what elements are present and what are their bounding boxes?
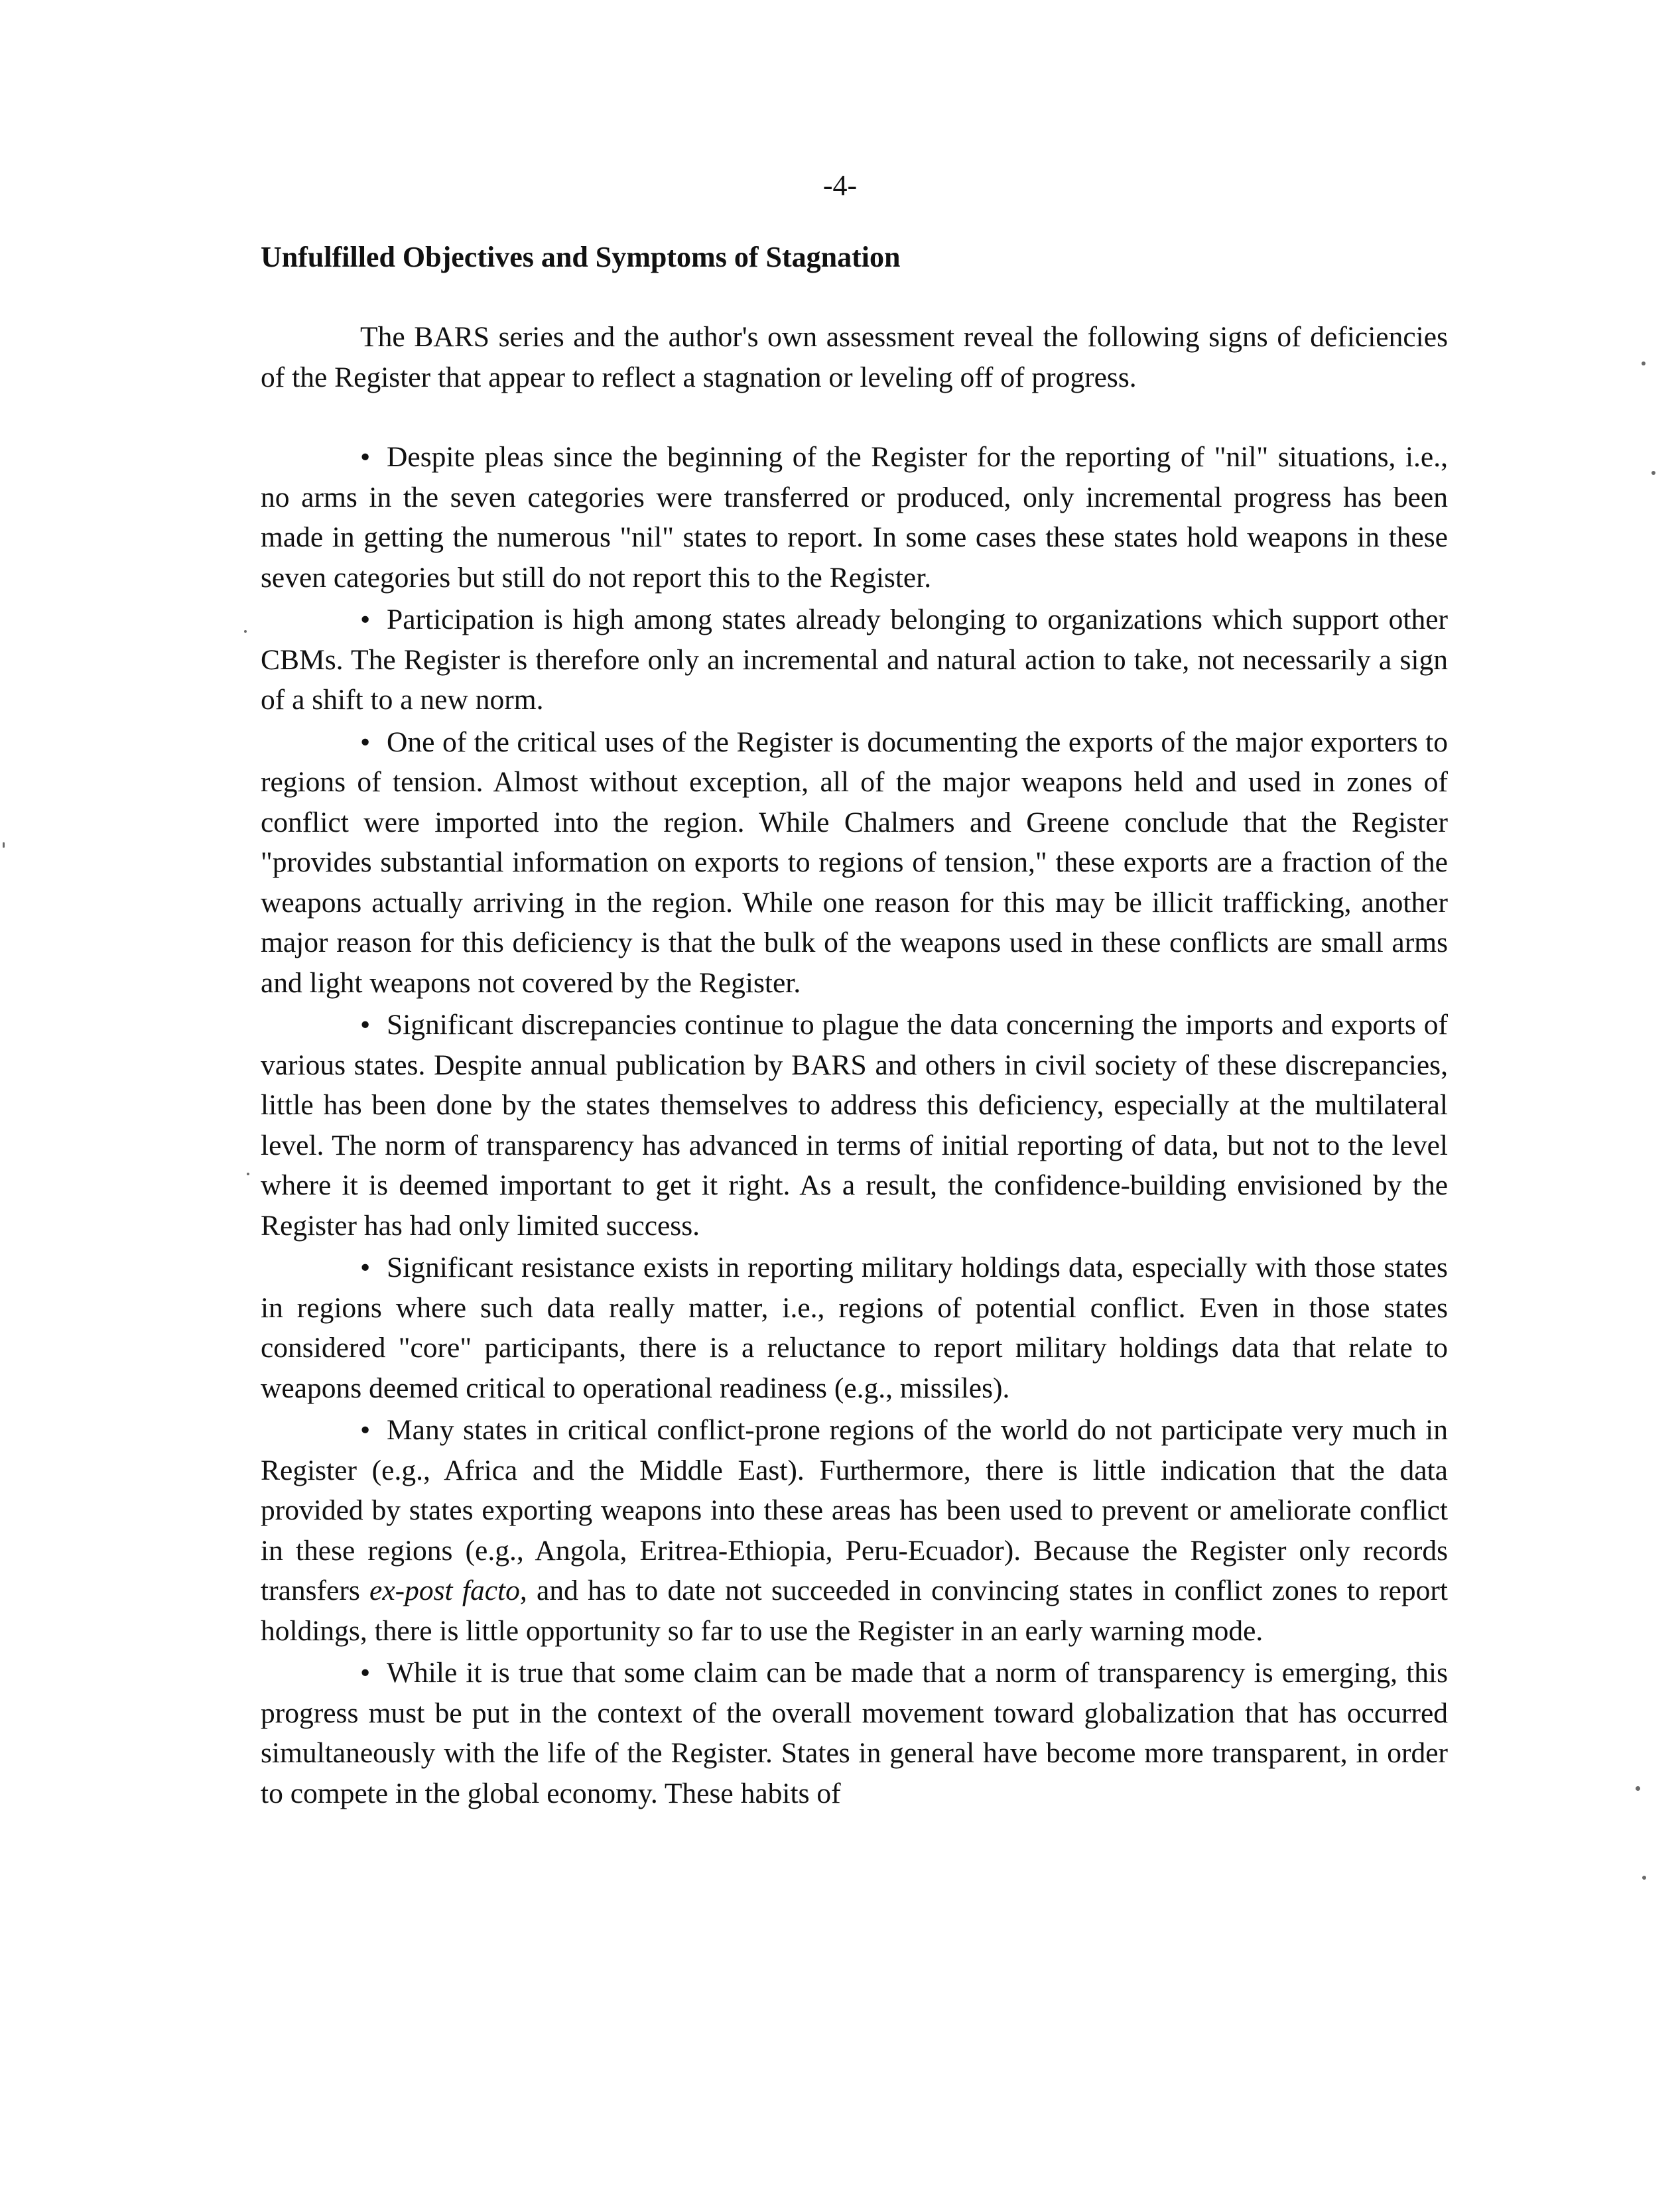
bullet-icon: • [360,1009,371,1041]
bullet-icon: • [360,1657,371,1689]
scan-speck [244,630,247,633]
bullet-text: While it is true that some claim can be made that a norm of transparency is emerging, this progress must be put in the context of the overall movement toward globalization that has occurred simultaneously with the life of the Register. States in general have become more transparent, in order to compete in the global economy. These habits of [261,1657,1448,1809]
bullet-icon: • [360,604,371,635]
bullet-paragraph [261,722,1448,1004]
bullet-text: One of the critical uses of the Register is documenting the exports of the major exporters to regions of tension. Almost without exception, all of the major weapons held and used in zones of conflict were imported into the region. While Chalmers and Greene conclude that the Register "provides substantial information on exports to regions of tension," these exports are a fraction of the weapons actually arriving in the region. While one reason for this may be illicit trafficking, another major reason for this deficiency is that the bulk of the weapons used in these conflicts are small arms and light weapons not covered by the Register. [261,726,1448,999]
intro-paragraph: The BARS series and the author's own assessment reveal the following signs of deficiencies of the Register that appear to reflect a stagnation or leveling off of progress. [261,321,1448,393]
bullet-icon: • [360,726,371,758]
scan-speck [247,1173,249,1175]
bullet-text: Despite pleas since the beginning of the Register for the reporting of "nil" situations, i.e., no arms in the seven categories were transferred or produced, only incremental progress has been made in getting the numerous "nil" states to report. In some cases these states hold weapons in these seven categories but still do not report this to the Register. [261,441,1448,594]
scan-speck [1642,1876,1646,1880]
bullet-paragraph [261,437,1448,598]
bullet-paragraph [261,1248,1448,1408]
bullet-icon: • [360,1414,371,1446]
bullet-text: Participation is high among states already belonging to organizations which support other CBMs. The Register is therefore only an incremental and natural action to take, not necessarily a sign of a shift to a new norm. [261,604,1448,716]
bullet-paragraph [261,1005,1448,1246]
scan-speck [1642,361,1646,365]
bullet-text-emphasis: ex-post facto [369,1575,520,1606]
scan-speck [3,842,5,848]
bullet-icon: • [360,441,371,473]
section-heading: Unfulfilled Objectives and Symptoms of Stagnation [261,241,901,273]
bullet-icon: • [360,1252,371,1283]
scan-speck [1651,471,1655,475]
bullet-text-after: , and has to date not succeeded in convincing states in conflict zones to report holdings, there is little opportunity so far to use the Register in an early warning mode. [261,1575,1448,1647]
bullet-paragraph [261,1653,1448,1813]
scan-speck [1636,1786,1640,1791]
bullet-text: Significant resistance exists in reporting military holdings data, especially with those states in regions where such data really matter, i.e., regions of potential conflict. Even in those states considered "core" participants, there is a reluctance to report military holdings data that relate to weapons deemed critical to operational readiness (e.g., missiles). [261,1252,1448,1404]
page-number: -4- [822,169,858,202]
bullet-text: Significant discrepancies continue to plague the data concerning the imports and exports of various states. Despite annual publication by BARS and others in civil society of these discrepancies, little has been done by the states themselves to address this deficiency, especially at the multilateral level. The norm of transparency has advanced in terms of initial reporting of data, but not to the level where it is deemed important to get it right. As a result, the confidence-building envisioned by the Register has had only limited success. [261,1009,1448,1242]
bullet-text-before: Many states in critical conflict-prone regions of the world do not participate very much in Register (e.g., Africa and the Middle East). Furthermore, there is little indication that the data provided by states exporting weapons into these areas has been used to prevent or ameliorate conflict in these regions (e.g., Angola, Eritrea-Ethiopia, Peru-Ecuador). Because the Register only records transfers [261,1414,1448,1606]
bullet-paragraph [261,600,1448,720]
body-text [261,237,1448,1815]
bullet-paragraph [261,1410,1448,1651]
